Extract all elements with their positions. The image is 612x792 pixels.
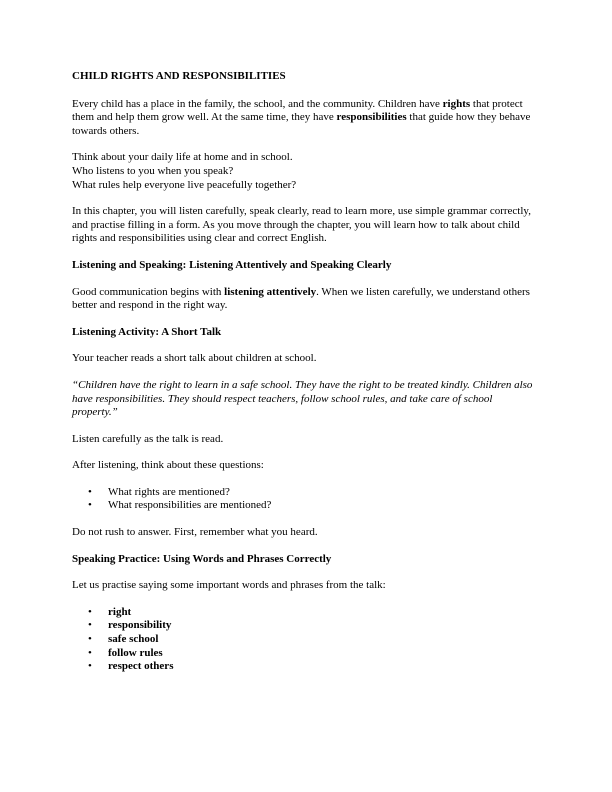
bullet-icon: •: [88, 619, 92, 632]
listen-instruction: Listen carefully as the talk is read.: [72, 432, 224, 445]
section-heading-listening-activity: Listening Activity: A Short Talk: [72, 325, 222, 338]
bullet-icon: •: [88, 499, 92, 512]
no-rush-note: Do not rush to answer. First, remember what you heard.: [72, 526, 318, 539]
section-heading-speaking-practice: Speaking Practice: Using Words and Phrases Correctly: [72, 552, 332, 565]
practice-intro: Let us practise saying some important words and phrases from the talk:: [72, 579, 386, 592]
activity-intro: Your teacher reads a short talk about children at school.: [72, 352, 317, 365]
list-item: • safe school: [88, 633, 159, 646]
question-line: Who listens to you when you speak?: [72, 164, 234, 177]
section-heading-listening-speaking: Listening and Speaking: Listening Attentively and Speaking Clearly: [72, 258, 392, 271]
bullet-icon: •: [88, 605, 92, 618]
communication-paragraph: Good communication begins with listening attentively. When we listen carefully, we understand others better and respond in the right way.: [72, 285, 530, 312]
question-line: Think about your daily life at home and in school.: [72, 151, 293, 164]
list-item: • follow rules: [88, 646, 163, 659]
bullet-icon: •: [88, 646, 92, 659]
list-item: • What rights are mentioned?: [88, 485, 230, 498]
bullet-icon: •: [88, 485, 92, 498]
list-item: • right: [88, 605, 132, 618]
intro-paragraph: Every child has a place in the family, the school, and the community. Children have rights that protect them and help them grow well. At the same time, they have responsibilities that guide how they behave towards others.: [72, 97, 531, 137]
after-listening-instruction: After listening, think about these questions:: [72, 459, 264, 472]
vocabulary-list: [72, 606, 540, 674]
reflection-questions: [72, 151, 540, 192]
list-item: • respect others: [88, 660, 174, 673]
bullet-icon: •: [88, 633, 92, 646]
question-line: What rules help everyone live peacefully together?: [72, 178, 297, 191]
bullet-icon: •: [88, 660, 92, 673]
page-title: CHILD RIGHTS AND RESPONSIBILITIES: [72, 70, 286, 82]
emphasis-responsibilities: responsibilities: [336, 111, 407, 124]
document-page: [72, 70, 540, 687]
chapter-intro-paragraph: In this chapter, you will listen carefully, speak clearly, read to learn more, use simple grammar correctly, and practise filling in a form. As you move through the chapter, you will learn how to talk about child rights and responsibilities using clear and correct English.: [72, 205, 531, 245]
talk-quote: “Children have the right to learn in a safe school. They have the right to be treated kindly. Children also have responsibilities. They should respect teachers, follow school rules, and take care of school property.”: [72, 378, 533, 419]
activity-question-list: [72, 486, 540, 513]
emphasis-listening-attentively: listening attentively: [224, 285, 317, 298]
list-item: • responsibility: [88, 619, 172, 632]
emphasis-rights: rights: [442, 97, 471, 110]
list-item: • What responsibilities are mentioned?: [88, 499, 272, 512]
